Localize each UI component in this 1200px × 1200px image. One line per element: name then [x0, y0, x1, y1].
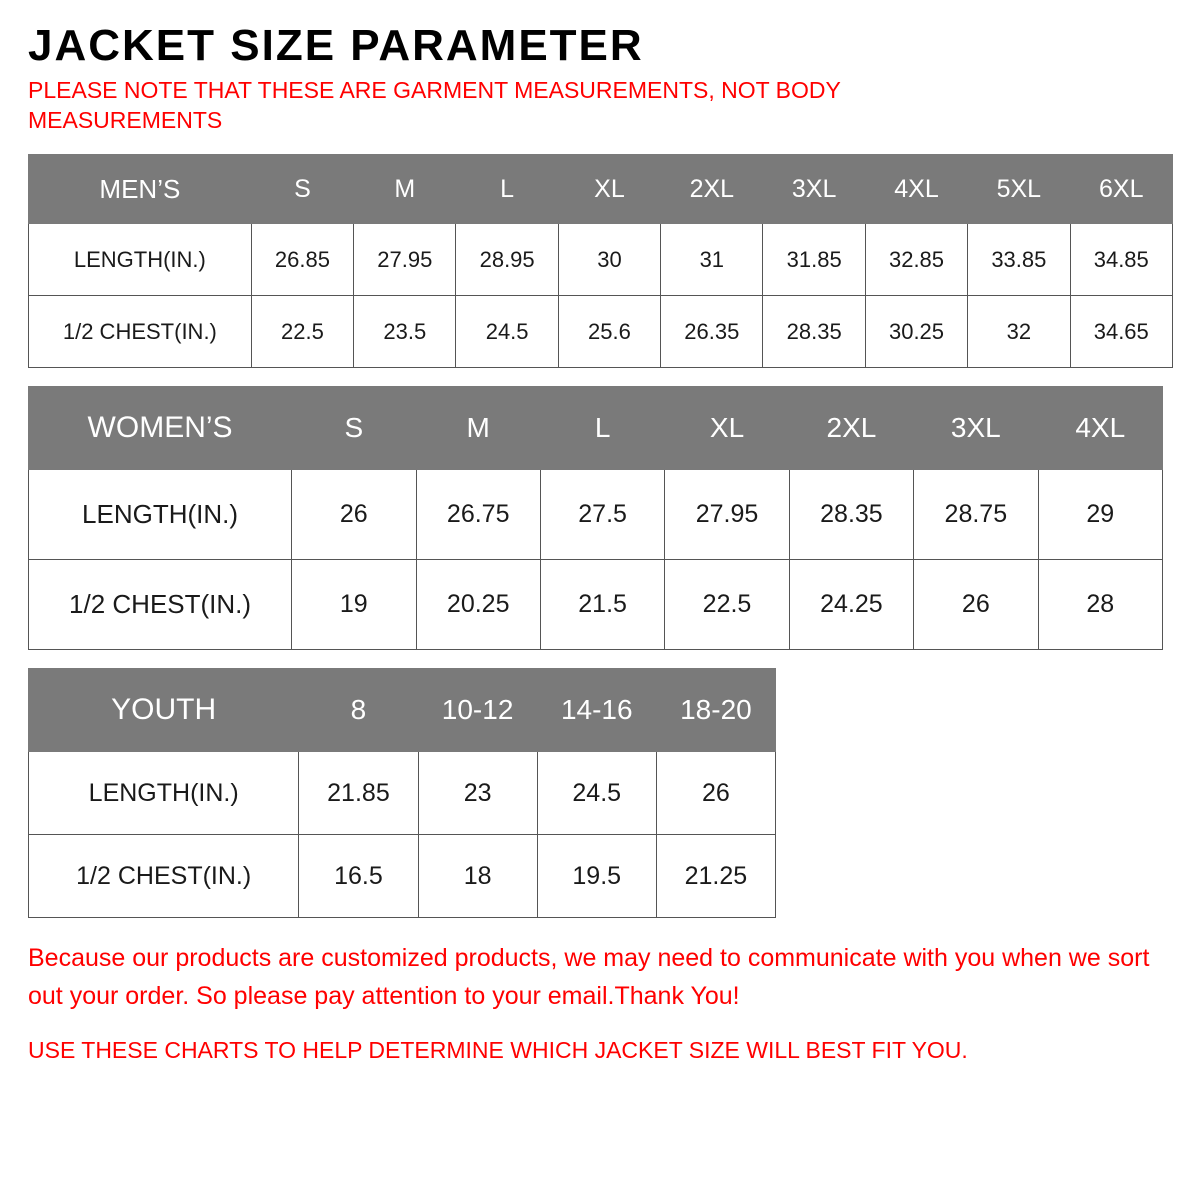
footer-notes: [28, 940, 1172, 1068]
table-cell: 27.5: [540, 470, 664, 560]
row-label: 1/2 CHEST(IN.): [29, 560, 292, 650]
youth-size-header: 14-16: [537, 669, 656, 752]
table-cell: 24.5: [456, 296, 558, 368]
womens-category-label: WOMEN’S: [29, 387, 292, 470]
womens-size-header: 4XL: [1038, 387, 1162, 470]
table-cell: 22.5: [251, 296, 353, 368]
womens-size-header: 3XL: [914, 387, 1038, 470]
mens-size-header: 4XL: [865, 155, 967, 224]
table-cell: 32: [968, 296, 1070, 368]
table-cell: 32.85: [865, 224, 967, 296]
table-cell: 18: [418, 835, 537, 918]
mens-size-header: 3XL: [763, 155, 865, 224]
womens-size-header: L: [540, 387, 664, 470]
youth-size-header: 18-20: [656, 669, 775, 752]
table-cell: 23: [418, 752, 537, 835]
womens-size-table: [28, 386, 1163, 650]
table-cell: 31: [661, 224, 763, 296]
table-header-row: [29, 669, 776, 752]
table-cell: 34.85: [1070, 224, 1172, 296]
table-header-row: [29, 387, 1163, 470]
youth-size-header: 10-12: [418, 669, 537, 752]
table-cell: 21.25: [656, 835, 775, 918]
youth-size-header: 8: [299, 669, 418, 752]
table-cell: 26.75: [416, 470, 540, 560]
row-label: LENGTH(IN.): [29, 224, 252, 296]
womens-size-header: M: [416, 387, 540, 470]
table-cell: 28.35: [789, 470, 913, 560]
table-cell: 34.65: [1070, 296, 1172, 368]
table-cell: 28.75: [914, 470, 1038, 560]
row-label: 1/2 CHEST(IN.): [29, 835, 299, 918]
table-cell: 28: [1038, 560, 1162, 650]
table-cell: 23.5: [354, 296, 456, 368]
mens-size-header: XL: [558, 155, 660, 224]
womens-size-header: XL: [665, 387, 789, 470]
womens-size-header: 2XL: [789, 387, 913, 470]
table-cell: 31.85: [763, 224, 865, 296]
table-cell: 26: [292, 470, 416, 560]
table-row: [29, 296, 1173, 368]
table-cell: 33.85: [968, 224, 1070, 296]
measurement-note: PLEASE NOTE THAT THESE ARE GARMENT MEASUREMENTS, NOT BODY MEASUREMENTS: [28, 77, 841, 134]
mens-size-header: 5XL: [968, 155, 1070, 224]
page-title: JACKET SIZE PARAMETER: [28, 21, 644, 70]
womens-size-header: S: [292, 387, 416, 470]
table-cell: 24.5: [537, 752, 656, 835]
table-cell: 21.5: [540, 560, 664, 650]
table-cell: 20.25: [416, 560, 540, 650]
table-row: [29, 470, 1163, 560]
table-cell: 19: [292, 560, 416, 650]
table-row: [29, 752, 776, 835]
mens-size-header: 2XL: [661, 155, 763, 224]
table-cell: 26: [656, 752, 775, 835]
mens-size-header: M: [354, 155, 456, 224]
table-cell: 28.35: [763, 296, 865, 368]
table-cell: 24.25: [789, 560, 913, 650]
table-cell: 27.95: [354, 224, 456, 296]
row-label: LENGTH(IN.): [29, 752, 299, 835]
chart-usage-note: USE THESE CHARTS TO HELP DETERMINE WHICH JACKET SIZE WILL BEST FIT YOU.: [28, 1037, 968, 1064]
table-row: [29, 835, 776, 918]
row-label: 1/2 CHEST(IN.): [29, 296, 252, 368]
table-cell: 21.85: [299, 752, 418, 835]
youth-category-label: YOUTH: [29, 669, 299, 752]
mens-size-header: L: [456, 155, 558, 224]
table-cell: 30.25: [865, 296, 967, 368]
table-cell: 22.5: [665, 560, 789, 650]
table-row: [29, 224, 1173, 296]
mens-size-table: [28, 154, 1173, 368]
table-cell: 16.5: [299, 835, 418, 918]
table-cell: 25.6: [558, 296, 660, 368]
row-label: LENGTH(IN.): [29, 470, 292, 560]
table-cell: 28.95: [456, 224, 558, 296]
table-row: [29, 560, 1163, 650]
table-cell: 27.95: [665, 470, 789, 560]
customization-note: Because our products are customized products, we may need to communicate with you when we sort out your order. So please pay attention to your email.Thank You!: [28, 944, 1150, 1010]
mens-size-header: 6XL: [1070, 155, 1172, 224]
youth-size-table: [28, 668, 776, 918]
mens-category-label: MEN’S: [29, 155, 252, 224]
table-header-row: [29, 155, 1173, 224]
mens-size-header: S: [251, 155, 353, 224]
table-cell: 30: [558, 224, 660, 296]
table-cell: 26.35: [661, 296, 763, 368]
table-cell: 26.85: [251, 224, 353, 296]
table-cell: 19.5: [537, 835, 656, 918]
table-cell: 26: [914, 560, 1038, 650]
table-cell: 29: [1038, 470, 1162, 560]
